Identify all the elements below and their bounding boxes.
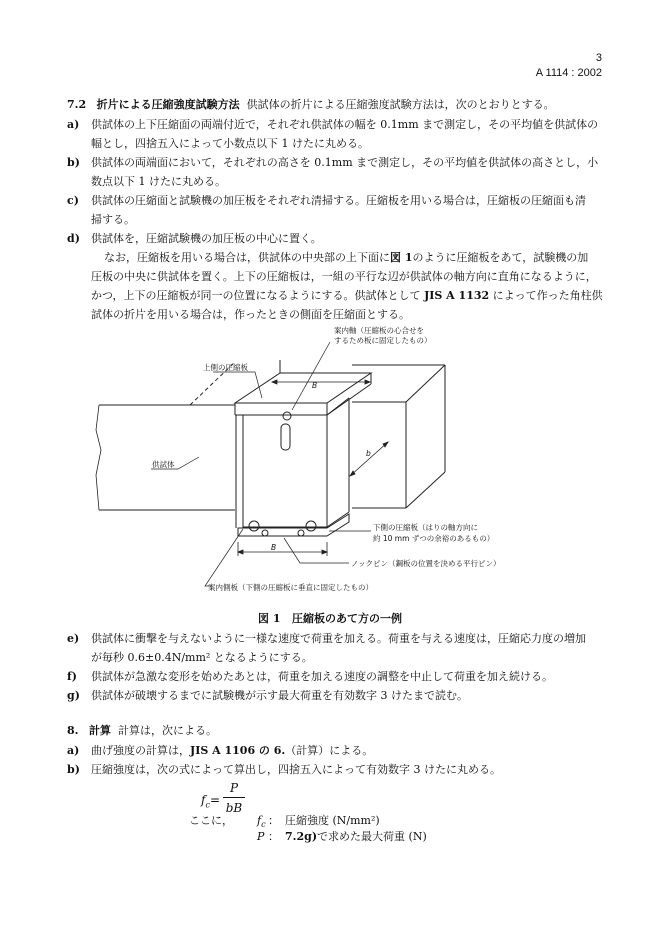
page-number: 3 [595,52,602,64]
where-label: ここに， [189,814,233,827]
item-a-line-2: 幅とし，四捨五入によって小数点以下 1 けたに丸める。 [91,137,369,150]
section-title: 計算 [88,724,111,737]
dimension-B-bottom [238,542,327,556]
def-description [285,830,427,844]
figure-caption-number: 図 1 [258,612,281,625]
label-knock-pin: ノックピン（鋼板の位置を決める平行ピン） [351,559,501,568]
knock-pin-bolt [249,521,259,531]
label-upper-plate: 上側の圧縮板 [203,363,248,372]
section-title: 折片による圧縮強度試験方法 [96,98,240,111]
document-id: A 1114 : 2002 [535,67,602,79]
label-specimen: 供試体 [152,460,175,469]
upper-compression-plate [235,360,371,415]
knock-pin [262,530,268,536]
section-8-heading [67,724,217,738]
item-e-line-1: 供試体に衝撃を与えないように一様な速度で荷重を加える。荷重を与える速度は，圧縮応力度の増加 [91,632,586,645]
item-e-line-2: が毎秒 0.6±0.4N/mm² となるようにする。 [91,651,313,664]
def-colon: ： [268,814,279,827]
dim-label-b: b [366,449,371,458]
label-lower-plate-2: 約 10 mm ずつの余裕のあるもの） [373,534,495,543]
text-run: かつ，上下の圧縮板が同一の位置になるようにする。供試体として [91,289,421,302]
standard-reference: JIS A 1132 [424,289,490,302]
def-symbol-sub: c [261,820,266,830]
formula-denominator: bB [225,801,243,815]
item-label: b) [67,763,80,776]
item-label: d) [67,232,80,245]
item-label: a) [67,744,80,757]
item-g-line-1: 供試体が破壊するまでに試験機が示す最大荷重を有効数字 3 けたまで読む。 [91,689,468,702]
section-intro: 供試体の折片による圧縮強度試験方法は，次のとおりとする。 [246,98,555,111]
standard-reference: JIS A 1106 の 6. [190,744,286,757]
text-run: で求めた最大荷重 (N) [317,830,427,843]
specimen-bar [96,362,445,510]
formula-subscript: c [205,800,210,810]
dim-label-B-bottom: B [271,543,277,552]
formula-fraction-bar [223,797,245,798]
text-run: なお，圧縮板を用いる場合は，供試体の中央部の上下面に [104,251,390,264]
guide-pin [283,412,291,420]
text-run: によって作った角柱供 [492,289,603,302]
label-guide-pin-2: するため板に固定したもの） [334,336,432,345]
leader-lines [151,342,371,586]
text-run: （計算）による。 [285,744,374,757]
formula-numerator: P [229,781,239,795]
section-intro: 計算は，次による。 [117,724,217,737]
item-d-line-1: 供試体を，圧縮試験機の加圧板の中心に置く。 [91,232,322,245]
item-b-line-2: 数点以下 1 けたに丸める。 [91,175,226,188]
label-lower-plate: 下側の圧縮板（はりの軸方向に [373,523,478,532]
item-c-line-1: 供試体の圧縮面と試験機の加圧板をそれぞれ清掃する。圧縮板を用いる場合は，圧縮板の圧縮面も清 [91,194,586,207]
label-guide-side-plate: 案内側板（下側の圧縮板に垂直に固定したもの） [208,583,373,592]
lower-compression-plate [238,514,349,536]
text-run: のように圧縮板をあて，試験機の加 [412,251,589,264]
def-description: 圧縮強度 (N/mm²) [285,814,380,827]
item-label: e) [67,632,80,645]
def-symbol-main: f [257,814,262,827]
section-number: 8. [67,724,79,737]
figure-caption-text: 圧縮板のあて方の一例 [291,612,402,625]
item-b-line-1: 供試体の両端面において，それぞれの高さを 0.1mm まで測定し，その平均値を供試体の高さとし，小 [91,156,599,169]
item-c-line-2: 掃する。 [91,213,135,226]
guide-pin-slot [281,424,290,450]
guide-side-plate [236,398,349,528]
item-label: f) [67,670,77,683]
sec8-item-a [91,744,373,758]
sec8-item-b: 圧縮強度は，次の式によって算出し，四捨五入によって有効数字 3 けたに丸める。 [91,763,501,776]
def-colon: ： [268,830,279,843]
formula-equals: = [209,793,220,807]
item-f-line-1: 供試体が急激な変形を始めたあとは，荷重を加える速度の調整を中止して荷重を加え続ける。 [91,670,553,683]
figure-reference: 図 1 [390,251,413,264]
dim-label-B-top: B [312,381,318,390]
formula-symbol: f [201,793,206,807]
formula-lhs [201,793,220,809]
section-number: 7.2 [67,98,87,111]
dimension-b [350,442,388,476]
item-d-para-line-2: 圧板の中央に供試体を置く。上下の圧縮板は，一組の平行な辺が供試体の軸方向に直角になるように， [91,270,597,283]
text-run: 曲げ強度の計算は， [91,744,190,757]
knock-pin [298,530,304,536]
item-label: g) [67,689,80,702]
item-d-para-line-4: 試体の折片を用いる場合は，作ったときの側面を圧縮面とする。 [91,308,410,321]
knock-pin-bolt [306,521,316,531]
item-a-line-1: 供試体の上下圧縮面の両端付近で，それぞれ供試体の幅を 0.1mm まで測定し，その平均値を供試体の [91,118,599,131]
item-label: c) [67,194,79,207]
def-symbol: P [257,830,265,843]
item-label: a) [67,118,80,131]
figure-caption [258,610,402,626]
item-label: b) [67,156,80,169]
clause-reference: 7.2g) [285,830,318,843]
label-guide-pin: 案内軸（圧縮板の心合せを [334,326,424,335]
